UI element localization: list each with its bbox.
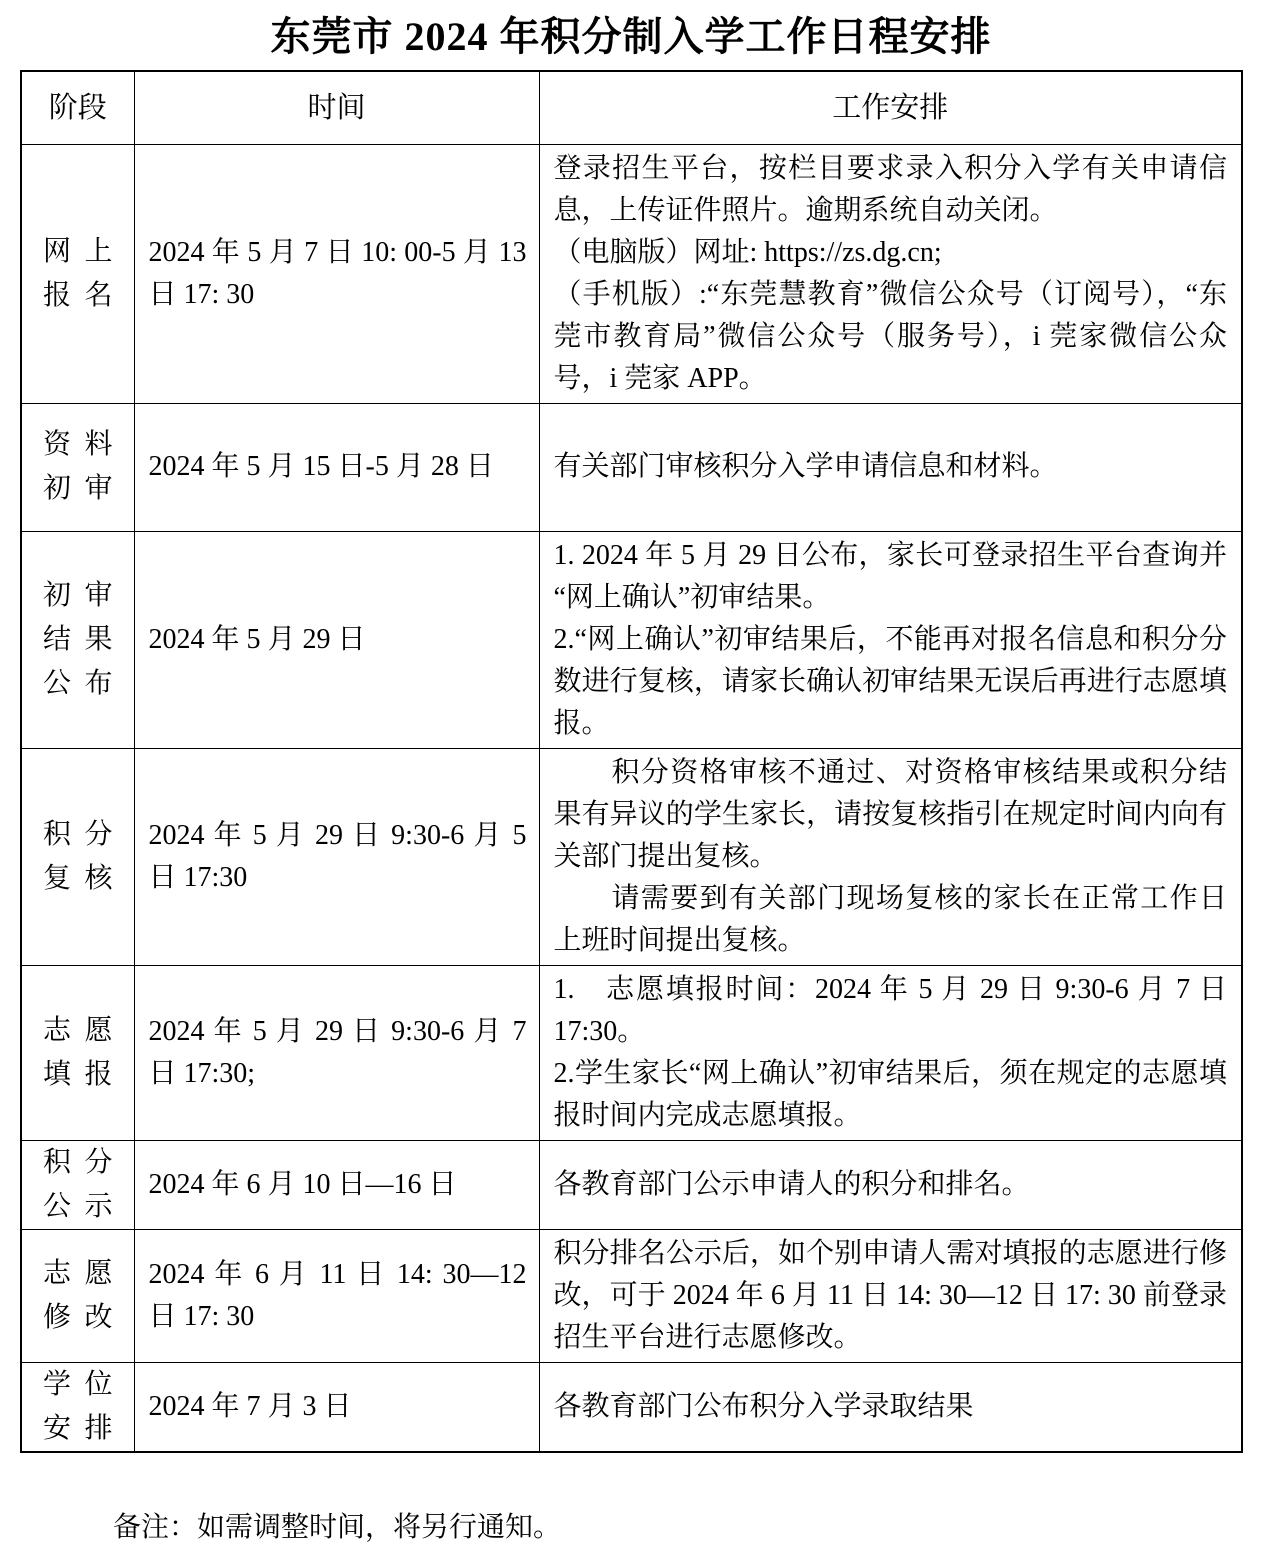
stage-line: 初审 — [43, 473, 113, 504]
stage-cell — [21, 531, 134, 748]
table-row — [21, 965, 1242, 1140]
work-paragraph: 1. 2024 年 5 月 29 日公布，家长可登录招生平台查询并“网上确认”初审结果。 — [553, 539, 1227, 613]
stage-line: 积分 — [43, 1146, 113, 1178]
stage-line: 安排 — [43, 1412, 113, 1444]
work-cell — [539, 748, 1242, 965]
time-cell: 2024 年 5 月 29 日 — [134, 531, 539, 748]
work-paragraph: 各教育部门公示申请人的积分和排名。 — [553, 1168, 1030, 1200]
work-paragraph: （电脑版）网址: https://zs.dg.cn; — [553, 236, 942, 268]
table-row — [21, 1140, 1242, 1229]
work-paragraph: 有关部门审核积分入学申请信息和材料。 — [553, 451, 1058, 482]
work-cell — [539, 403, 1242, 531]
stage-cell — [21, 144, 134, 403]
col-header-time: 时间 — [134, 71, 539, 144]
table-row — [21, 1362, 1242, 1452]
table-row — [21, 144, 1242, 403]
stage-line: 初审 — [43, 579, 113, 611]
time-cell: 2024 年 5 月 15 日-5 月 28 日 — [134, 403, 539, 531]
work-paragraph: （手机版）:“东莞慧教育”微信公众号（订阅号），“东莞市教育局”微信公众号（服务号），i 莞家微信公众号，i 莞家 APP。 — [553, 278, 1227, 394]
stage-line: 报名 — [43, 279, 113, 311]
work-paragraph: 积分排名公示后，如个别申请人需对填报的志愿进行修改，可于 2024 年 6 月 11 日 14: 30—12 日 17: 30 前登录招生平台进行志愿修改。 — [553, 1237, 1227, 1353]
page-title: 东莞市 2024 年积分制入学工作日程安排 — [270, 14, 992, 59]
table-row — [21, 748, 1242, 965]
stage-cell — [21, 1229, 134, 1362]
stage-line: 修改 — [43, 1301, 113, 1333]
time-cell: 2024 年 7 月 3 日 — [134, 1362, 539, 1452]
time-cell: 2024 年 5 月 29 日 9:30-6 月 7 日 17:30; — [134, 965, 539, 1140]
work-paragraph: 积分资格审核不通过、对资格审核结果或积分结果有异议的学生家长，请按复核指引在规定时间内向有关部门提出复核。 — [553, 756, 1227, 872]
stage-cell — [21, 748, 134, 965]
work-paragraph: 登录招生平台，按栏目要求录入积分入学有关申请信息，上传证件照片。逾期系统自动关闭。 — [553, 152, 1227, 226]
stage-line: 志愿 — [43, 1014, 113, 1046]
work-cell — [539, 531, 1242, 748]
stage-line: 结果 — [43, 623, 113, 655]
stage-cell — [21, 1140, 134, 1229]
work-cell — [539, 1140, 1242, 1229]
time-cell: 2024 年 5 月 7 日 10: 00-5 月 13 日 17: 30 — [134, 144, 539, 403]
stage-cell — [21, 403, 134, 531]
time-cell: 2024 年 6 月 11 日 14: 30—12 日 17: 30 — [134, 1229, 539, 1362]
stage-line: 网上 — [43, 235, 113, 267]
col-header-work: 工作安排 — [539, 71, 1242, 144]
stage-line: 复核 — [43, 862, 113, 894]
work-cell — [539, 965, 1242, 1140]
work-paragraph: 2.“网上确认”初审结果后，不能再对报名信息和积分分数进行复核，请家长确认初审结果无误后再进行志愿填报。 — [553, 623, 1227, 739]
work-paragraph: 1. 志愿填报时间：2024 年 5 月 29 日 9:30-6 月 7 日 17:30。 — [553, 973, 1227, 1047]
time-cell: 2024 年 6 月 10 日—16 日 — [134, 1140, 539, 1229]
footnote: 备注：如需调整时间，将另行通知。 — [113, 1511, 562, 1543]
work-paragraph: 请需要到有关部门现场复核的家长在正常工作日上班时间提出复核。 — [553, 882, 1227, 956]
stage-line: 学位 — [43, 1368, 113, 1400]
work-paragraph: 2.学生家长“网上确认”初审结果后，须在规定的志愿填报时间内完成志愿填报。 — [553, 1057, 1227, 1131]
stage-line: 资料 — [43, 429, 113, 460]
stage-cell — [21, 1362, 134, 1452]
time-cell: 2024 年 5 月 29 日 9:30-6 月 5 日 17:30 — [134, 748, 539, 965]
document-page — [0, 12, 1262, 1549]
stage-line: 志愿 — [43, 1257, 113, 1289]
work-cell — [539, 1229, 1242, 1362]
table-row — [21, 1229, 1242, 1362]
table-row — [21, 403, 1242, 531]
work-cell — [539, 144, 1242, 403]
schedule-table — [20, 70, 1243, 1453]
work-paragraph: 各教育部门公布积分入学录取结果 — [553, 1390, 974, 1422]
stage-line: 填报 — [43, 1058, 113, 1090]
col-header-stage: 阶段 — [21, 71, 134, 144]
stage-line: 公布 — [43, 667, 113, 699]
stage-cell — [21, 965, 134, 1140]
table-row — [21, 531, 1242, 748]
work-cell — [539, 1362, 1242, 1452]
header-row — [21, 71, 1242, 144]
stage-line: 积分 — [43, 818, 113, 850]
stage-line: 公示 — [43, 1190, 113, 1222]
